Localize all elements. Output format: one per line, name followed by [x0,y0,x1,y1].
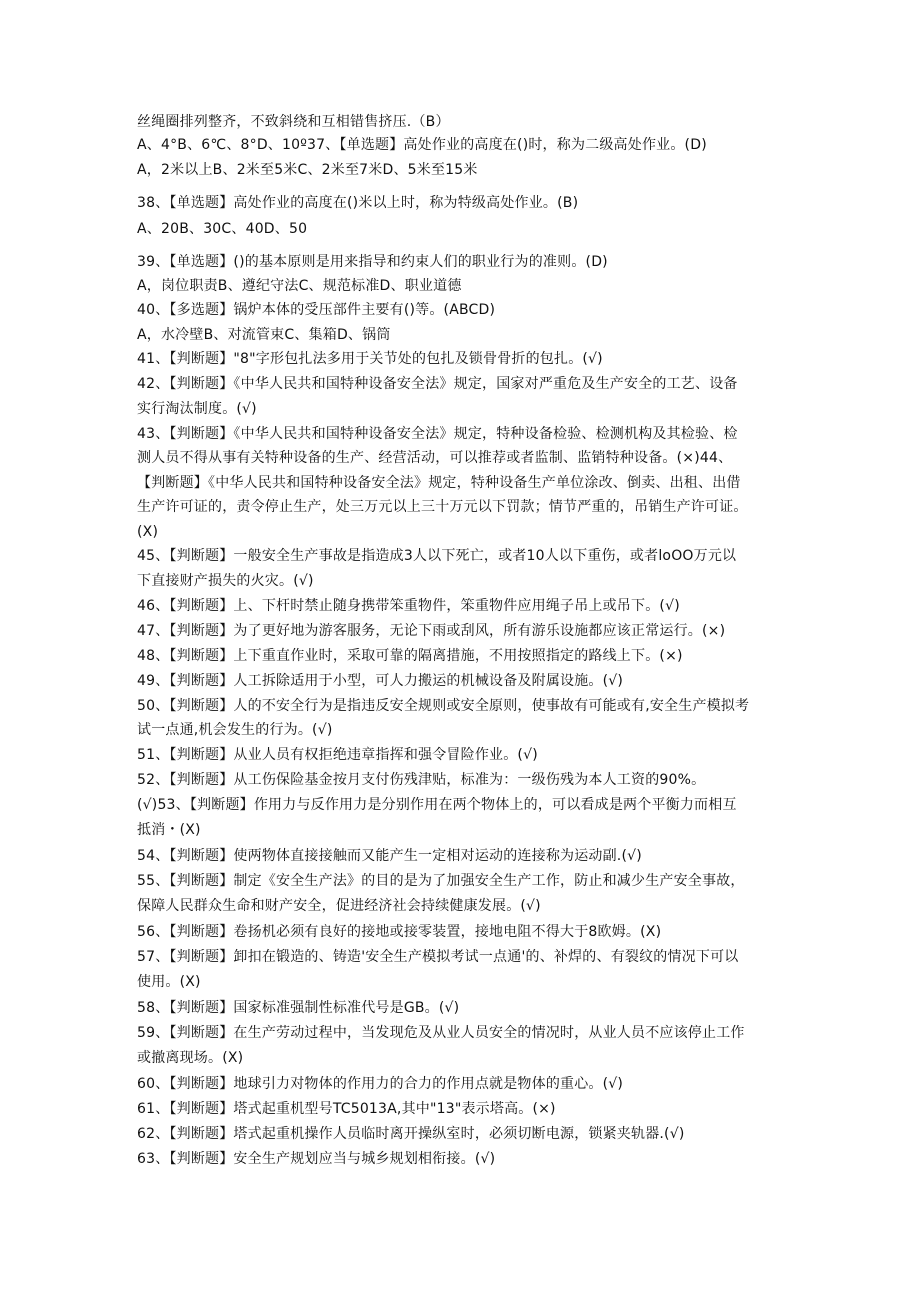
text-line: A，岗位职责B、遵纪守法C、规范标准D、职业道德 [137,278,462,294]
text-line: 50、【判断题】人的不安全行为是指违反安全规则或安全原则，使事故有可能或有,安全生产模拟考 [137,698,750,714]
text-line: 试一点通,机会发生的行为。(√) [137,722,333,738]
text-line: 下直接财产损失的火灾。(√) [137,573,314,589]
text-line: 49、【判断题】人工拆除适用于小型，可人力搬运的机械设备及附属设施。(√) [137,673,624,689]
text-line: 45、【判断题】一般安全生产事故是指造成3人以下死亡，或者10人以下重伤，或者loOO万元以 [137,548,737,564]
text-line: 40、【多选题】锅炉本体的受压部件主要有()等。(ABCD) [137,302,496,318]
text-line: 48、【判断题】上下重直作业时，采取可靠的隔离措施，不用按照指定的路线上下。(×) [137,648,683,664]
text-line: (√)53、【判断题】作用力与反作用力是分别作用在两个物体上的，可以看成是两个平衡力而相互 [137,797,737,813]
text-line: 61、【判断题】塔式起重机型号TC5013A,其中"13"表示塔高。(×) [137,1101,556,1117]
text-line: 43、【判断题】《中华人民共和国特种设备安全法》规定，特种设备检验、检测机构及其检验、检 [137,426,738,442]
text-line: 58、【判断题】国家标准强制性标准代号是GB。(√) [137,1000,460,1016]
text-line: 62、【判断题】塔式起重机操作人员临时离开操纵室时，必须切断电源，锁紧夹轨器.(√) [137,1126,685,1142]
text-line: 39、【单选题】()的基本原则是用来指导和约束人们的职业行为的准则。(D) [137,254,608,270]
text-line: 57、【判断题】卸扣在锻造的、铸造'安全生产模拟考试一点通'的、补焊的、有裂纹的情况下可以 [137,949,739,965]
text-line: 59、【判断题】在生产劳动过程中，当发现危及从业人员安全的情况时，从业人员不应该停止工作 [137,1025,745,1041]
text-line: A、20B、30C、40D、50 [137,221,308,237]
text-line: 38、【单选题】高处作业的高度在()米以上时，称为特级高处作业。(B) [137,195,579,211]
text-line: 抵消・(X) [137,822,201,838]
text-line: 63、【判断题】安全生产规划应当与城乡规划相衔接。(√) [137,1151,496,1167]
text-line: 保障人民群众生命和财产安全，促进经济社会持续健康发展。(√) [137,898,541,914]
text-line: 56、【判断题】卷扬机必须有良好的接地或接零装置，接地电阻不得大于8欧姆。(X) [137,924,662,940]
text-line: 41、【判断题】"8"字形包扎法多用于关节处的包扎及锁骨骨折的包扎。(√) [137,351,603,367]
text-line: A，2米以上B、2米至5米C、2米至7米D、5米至15米 [137,162,478,178]
text-line: A、4°B、6℃、8°D、10º37、【单选题】高处作业的高度在()时，称为二级高处作业。(D) [137,137,707,153]
text-line: (X) [137,524,159,540]
text-line: 丝绳圈排列整齐，不致斜绕和互相错售挤压.（B） [137,114,450,130]
text-line: 52、【判断题】从工伤保险基金按月支付伤残津贴，标准为：一级伤残为本人工资的90%。 [137,772,706,788]
text-line: A，水冷壁B、对流管束C、集箱D、锅筒 [137,327,391,343]
text-line: 51、【判断题】从业人员有权拒绝违章指挥和强令冒险作业。(√) [137,747,538,763]
text-line: 42、【判断题】《中华人民共和国特种设备安全法》规定，国家对严重危及生产安全的工艺、设备 [137,376,738,392]
text-line: 46、【判断题】上、下杆时禁止随身携带笨重物件，笨重物件应用绳子吊上或吊下。(√) [137,598,680,614]
text-line: 60、【判断题】地球引力对物体的作用力的合力的作用点就是物体的重心。(√) [137,1076,624,1092]
text-line: 或撤离现场。(X) [137,1050,244,1066]
text-line: 使用。(X) [137,974,201,990]
text-line: 生产许可证的，责令停止生产，处三万元以上三十万元以下罚款；情节严重的，吊销生产许可证。 [137,499,748,515]
text-line: 55、【判断题】制定《安全生产法》的目的是为了加强安全生产工作，防止和减少生产安全事故， [137,873,745,889]
text-line: 实行淘汰制度。(√) [137,401,257,417]
text-line: 【判断题】《中华人民共和国特种设备安全法》规定，特种设备生产单位涂改、倒卖、出租、出借 [137,475,741,491]
text-line: 54、【判断题】使两物体直接接触而又能产生一定相对运动的连接称为运动副.(√) [137,848,642,864]
text-line: 47、【判断题】为了更好地为游客服务，无论下雨或刮风，所有游乐设施都应该正常运行。(×) [137,623,726,639]
text-line: 测人员不得从事有关特种设备的生产、经营活动，可以推荐或者监制、监销特种设备。(×)44、 [137,450,733,466]
